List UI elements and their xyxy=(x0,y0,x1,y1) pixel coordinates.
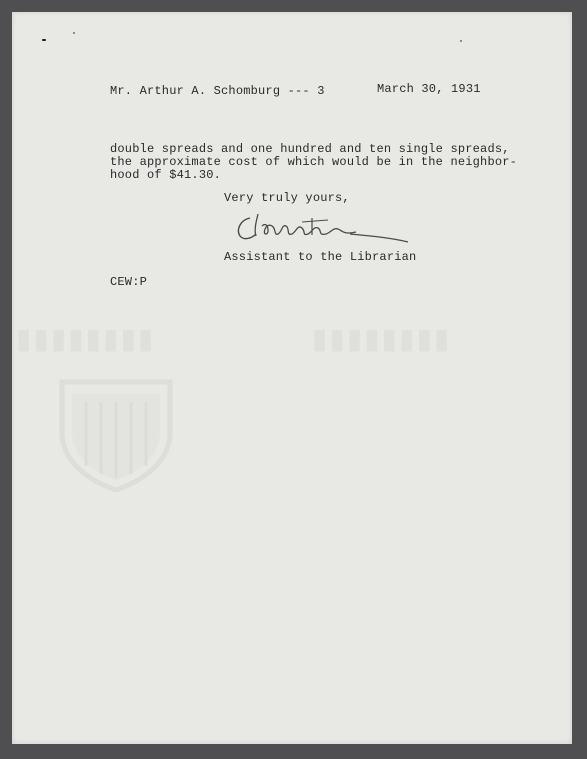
body-line: double spreads and one hundred and ten single spreads, xyxy=(110,142,510,156)
closing: Very truly yours, xyxy=(224,191,350,205)
letter-page xyxy=(12,12,572,744)
body-line: the approximate cost of which would be in the neighbor- xyxy=(110,155,518,169)
handwritten-signature xyxy=(232,208,410,244)
letterhead-watermark: ▮▮▮▮▮▮▮▮ xyxy=(312,324,452,355)
body-line: hood of $41.30. xyxy=(110,168,222,182)
seal-watermark xyxy=(56,374,176,492)
ink-speck xyxy=(460,40,462,42)
letter-date: March 30, 1931 xyxy=(377,82,481,96)
letterhead-watermark: ▮▮▮▮▮▮▮▮ xyxy=(16,324,156,355)
header-recipient: Mr. Arthur A. Schomburg --- 3 xyxy=(110,84,325,98)
ink-speck xyxy=(42,39,46,41)
signer-title: Assistant to the Librarian xyxy=(224,250,417,264)
reference-initials: CEW:P xyxy=(110,275,148,289)
ink-speck xyxy=(73,32,75,34)
